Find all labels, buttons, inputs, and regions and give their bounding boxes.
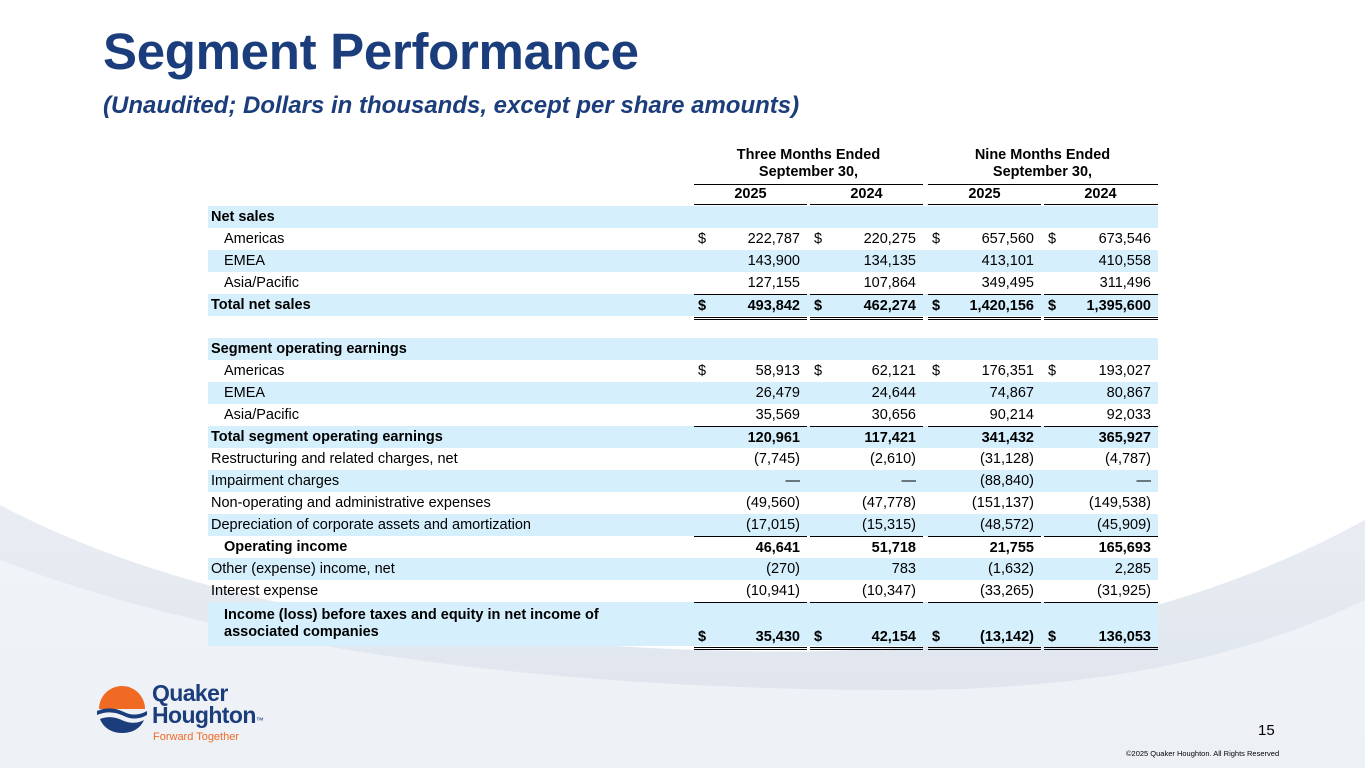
table-cell	[694, 470, 807, 492]
table-cell	[694, 448, 807, 470]
table-cell	[810, 382, 923, 404]
trademark-symbol: ™	[255, 716, 264, 725]
row-label: Income (loss) before taxes and equity in net income of associated companies	[224, 607, 599, 640]
table-cell	[928, 250, 1041, 272]
currency-symbol: $	[1048, 298, 1057, 314]
logo-mark-icon	[96, 683, 148, 735]
cell-value: (48,572)	[979, 517, 1034, 533]
currency-symbol: $	[932, 363, 941, 379]
table-cell	[694, 382, 807, 404]
currency-symbol: $	[814, 298, 823, 314]
currency-symbol: $	[1048, 231, 1057, 247]
currency-symbol: $	[698, 298, 707, 314]
table-cell	[694, 492, 807, 514]
cell-value: 127,155	[747, 275, 800, 291]
cell-value: 90,214	[989, 407, 1034, 423]
table-row	[208, 602, 1158, 646]
table-row	[208, 580, 1158, 602]
cell-value: 413,101	[981, 253, 1034, 269]
table-cell	[928, 514, 1041, 536]
row-label: Interest expense	[211, 583, 319, 599]
table-cell	[810, 558, 923, 580]
cell-value: 1,420,156	[969, 298, 1034, 314]
table-cell	[694, 580, 807, 602]
row-label: Asia/Pacific	[224, 407, 299, 423]
table-row	[208, 558, 1158, 580]
table-row	[208, 514, 1158, 536]
row-label: Other (expense) income, net	[211, 561, 395, 577]
year-header: 2025	[734, 186, 767, 202]
table-cell	[694, 404, 807, 426]
cell-value: 107,864	[863, 275, 916, 291]
table-cell	[928, 558, 1041, 580]
cell-value: 176,351	[981, 363, 1034, 379]
year-rule	[810, 204, 923, 205]
cell-value: 462,274	[863, 298, 916, 314]
row-label: Total segment operating earnings	[211, 429, 443, 445]
cell-value: 136,053	[1098, 629, 1151, 645]
cell-value: 24,644	[871, 385, 916, 401]
cell-value: 35,569	[755, 407, 800, 423]
cell-value: (13,142)	[979, 629, 1034, 645]
currency-symbol: $	[814, 629, 823, 645]
cell-value: (45,909)	[1096, 517, 1151, 533]
cell-value: —	[901, 473, 916, 489]
logo-text-quaker: Quaker	[152, 680, 228, 706]
table-cell	[810, 272, 923, 294]
currency-symbol: $	[698, 231, 707, 247]
row-label: Non-operating and administrative expenses	[211, 495, 491, 511]
table-row	[208, 294, 1158, 316]
page-subtitle: (Unaudited; Dollars in thousands, except per share amounts)	[103, 92, 800, 119]
currency-symbol: $	[1048, 363, 1057, 379]
table-cell	[810, 580, 923, 602]
row-label: Operating income	[224, 539, 348, 555]
cell-value: 193,027	[1098, 363, 1151, 379]
year-rule	[694, 204, 807, 205]
copyright-notice: ©2025 Quaker Houghton. All Rights Reserved	[1126, 749, 1280, 758]
table-cell	[1044, 492, 1158, 514]
table-cell	[694, 272, 807, 294]
row-label: Depreciation of corporate assets and amortization	[211, 517, 531, 533]
table-cell	[928, 448, 1041, 470]
table-row	[208, 536, 1158, 558]
table-row	[208, 448, 1158, 470]
table-cell	[928, 404, 1041, 426]
table-cell	[810, 514, 923, 536]
cell-value: (7,745)	[754, 451, 800, 467]
table-cell	[1044, 514, 1158, 536]
row-label: Asia/Pacific	[224, 275, 299, 291]
table-row	[208, 360, 1158, 382]
currency-symbol: $	[932, 231, 941, 247]
table-cell	[810, 448, 923, 470]
table-cell	[694, 294, 807, 320]
table-cell	[694, 536, 807, 559]
page-number: 15	[1258, 722, 1275, 739]
table-cell	[810, 404, 923, 426]
cell-value: 35,430	[755, 629, 800, 645]
table-body	[208, 206, 1158, 646]
year-header: 2024	[1084, 186, 1117, 202]
table-cell	[928, 580, 1041, 602]
cell-value: 134,135	[863, 253, 916, 269]
table-row	[208, 338, 1158, 360]
cell-value: 21,755	[989, 540, 1034, 556]
table-cell	[694, 206, 807, 228]
year-header: 2024	[850, 186, 883, 202]
row-label: EMEA	[224, 253, 266, 269]
table-cell	[810, 492, 923, 514]
table-cell	[694, 426, 807, 449]
cell-value: 62,121	[871, 363, 916, 379]
table-cell	[1044, 272, 1158, 294]
table-row	[208, 470, 1158, 492]
table-cell	[810, 470, 923, 492]
cell-value: 26,479	[755, 385, 800, 401]
cell-value: —	[785, 473, 800, 489]
logo-tagline: Forward Together	[153, 731, 240, 743]
currency-symbol: $	[814, 363, 823, 379]
table-cell	[1044, 470, 1158, 492]
table-cell	[810, 294, 923, 320]
table-cell	[928, 338, 1041, 360]
cell-value: 30,656	[871, 407, 916, 423]
table-cell	[694, 514, 807, 536]
cell-value: 120,961	[747, 430, 800, 446]
table-cell	[1044, 580, 1158, 602]
row-label: EMEA	[224, 385, 266, 401]
cell-value: (31,128)	[979, 451, 1034, 467]
table-cell	[928, 272, 1041, 294]
cell-value: 46,641	[755, 540, 800, 556]
table-cell	[810, 338, 923, 360]
cell-value: (151,137)	[971, 495, 1034, 511]
table-cell	[1044, 294, 1158, 320]
cell-value: 410,558	[1098, 253, 1151, 269]
table-row	[208, 228, 1158, 250]
table-cell	[928, 360, 1041, 382]
cell-value: 51,718	[871, 540, 916, 556]
cell-value: 493,842	[747, 298, 800, 314]
table-cell	[694, 250, 807, 272]
table-cell	[1044, 250, 1158, 272]
table-cell	[810, 602, 923, 650]
currency-symbol: $	[932, 629, 941, 645]
table-cell	[928, 492, 1041, 514]
period-rule	[928, 184, 1158, 185]
cell-value: 349,495	[981, 275, 1034, 291]
cell-value: (31,925)	[1096, 583, 1151, 599]
table-cell	[928, 426, 1041, 449]
table-cell	[928, 382, 1041, 404]
table-cell	[1044, 360, 1158, 382]
table-row	[208, 426, 1158, 448]
table-row	[208, 382, 1158, 404]
table-cell	[1044, 536, 1158, 559]
cell-value: 58,913	[755, 363, 800, 379]
row-label: Segment operating earnings	[211, 341, 407, 357]
row-label: Restructuring and related charges, net	[211, 451, 458, 467]
table-cell	[694, 360, 807, 382]
cell-value: (10,941)	[745, 583, 800, 599]
table-cell	[1044, 404, 1158, 426]
table-header	[208, 147, 1158, 206]
row-label: Americas	[224, 231, 285, 247]
cell-value: (2,610)	[870, 451, 916, 467]
cell-value: 42,154	[871, 629, 916, 645]
period-header-nine-months: Nine Months Ended September 30,	[974, 147, 1111, 180]
cell-value: (88,840)	[979, 473, 1034, 489]
cell-value: 1,395,600	[1086, 298, 1151, 314]
cell-value: 92,033	[1106, 407, 1151, 423]
row-label: Total net sales	[211, 297, 311, 313]
cell-value: (10,347)	[861, 583, 916, 599]
cell-value: 80,867	[1106, 385, 1151, 401]
table-cell	[1044, 448, 1158, 470]
table-row	[208, 272, 1158, 294]
table-cell	[928, 470, 1041, 492]
period-rule	[694, 184, 923, 185]
cell-value: 222,787	[747, 231, 800, 247]
year-rule	[1044, 204, 1158, 205]
row-label: Americas	[224, 363, 285, 379]
page-title: Segment Performance	[103, 23, 639, 80]
year-rule	[928, 204, 1041, 205]
cell-value: (49,560)	[745, 495, 800, 511]
table-cell	[810, 360, 923, 382]
table-cell	[694, 558, 807, 580]
cell-value: 341,432	[981, 430, 1034, 446]
cell-value: (33,265)	[979, 583, 1034, 599]
row-label: Impairment charges	[211, 473, 340, 489]
cell-value: 143,900	[747, 253, 800, 269]
cell-value: (270)	[766, 561, 800, 577]
table-row	[208, 404, 1158, 426]
table-cell	[694, 602, 807, 650]
cell-value: 657,560	[981, 231, 1034, 247]
currency-symbol: $	[698, 363, 707, 379]
table-cell	[928, 294, 1041, 320]
currency-symbol: $	[1048, 629, 1057, 645]
financial-table	[208, 147, 1158, 646]
cell-value: (47,778)	[861, 495, 916, 511]
cell-value: 783	[891, 561, 916, 577]
table-cell	[928, 206, 1041, 228]
period-header-three-months: Three Months Ended September 30,	[736, 147, 881, 180]
company-logo	[96, 681, 266, 747]
table-cell	[1044, 228, 1158, 250]
currency-symbol: $	[932, 298, 941, 314]
cell-value: 165,693	[1098, 540, 1151, 556]
table-row	[208, 492, 1158, 514]
cell-value: —	[1136, 473, 1151, 489]
table-cell	[810, 206, 923, 228]
cell-value: 311,496	[1099, 275, 1151, 291]
currency-symbol: $	[698, 629, 707, 645]
cell-value: (149,538)	[1088, 495, 1151, 511]
table-cell	[810, 250, 923, 272]
cell-value: (15,315)	[861, 517, 916, 533]
cell-value: (4,787)	[1105, 451, 1151, 467]
table-cell	[928, 228, 1041, 250]
table-row	[208, 250, 1158, 272]
table-cell	[1044, 602, 1158, 650]
table-cell	[1044, 382, 1158, 404]
table-cell	[694, 338, 807, 360]
table-cell	[810, 426, 923, 449]
cell-value: 220,275	[863, 231, 916, 247]
table-cell	[1044, 338, 1158, 360]
cell-value: 2,285	[1114, 561, 1151, 577]
cell-value: 74,867	[989, 385, 1034, 401]
year-header: 2025	[968, 186, 1001, 202]
cell-value: 365,927	[1098, 430, 1151, 446]
table-cell	[1044, 426, 1158, 449]
table-row	[208, 206, 1158, 228]
currency-symbol: $	[814, 231, 823, 247]
cell-value: (17,015)	[745, 517, 800, 533]
cell-value: (1,632)	[988, 561, 1034, 577]
table-cell	[1044, 558, 1158, 580]
cell-value: 673,546	[1098, 231, 1151, 247]
cell-value: 117,421	[864, 430, 916, 446]
table-cell	[928, 536, 1041, 559]
table-cell	[694, 228, 807, 250]
table-cell	[928, 602, 1041, 650]
row-label: Net sales	[211, 209, 275, 225]
table-cell	[1044, 206, 1158, 228]
table-cell	[810, 536, 923, 559]
table-cell	[810, 228, 923, 250]
logo-text-houghton: Houghton™	[152, 702, 264, 728]
